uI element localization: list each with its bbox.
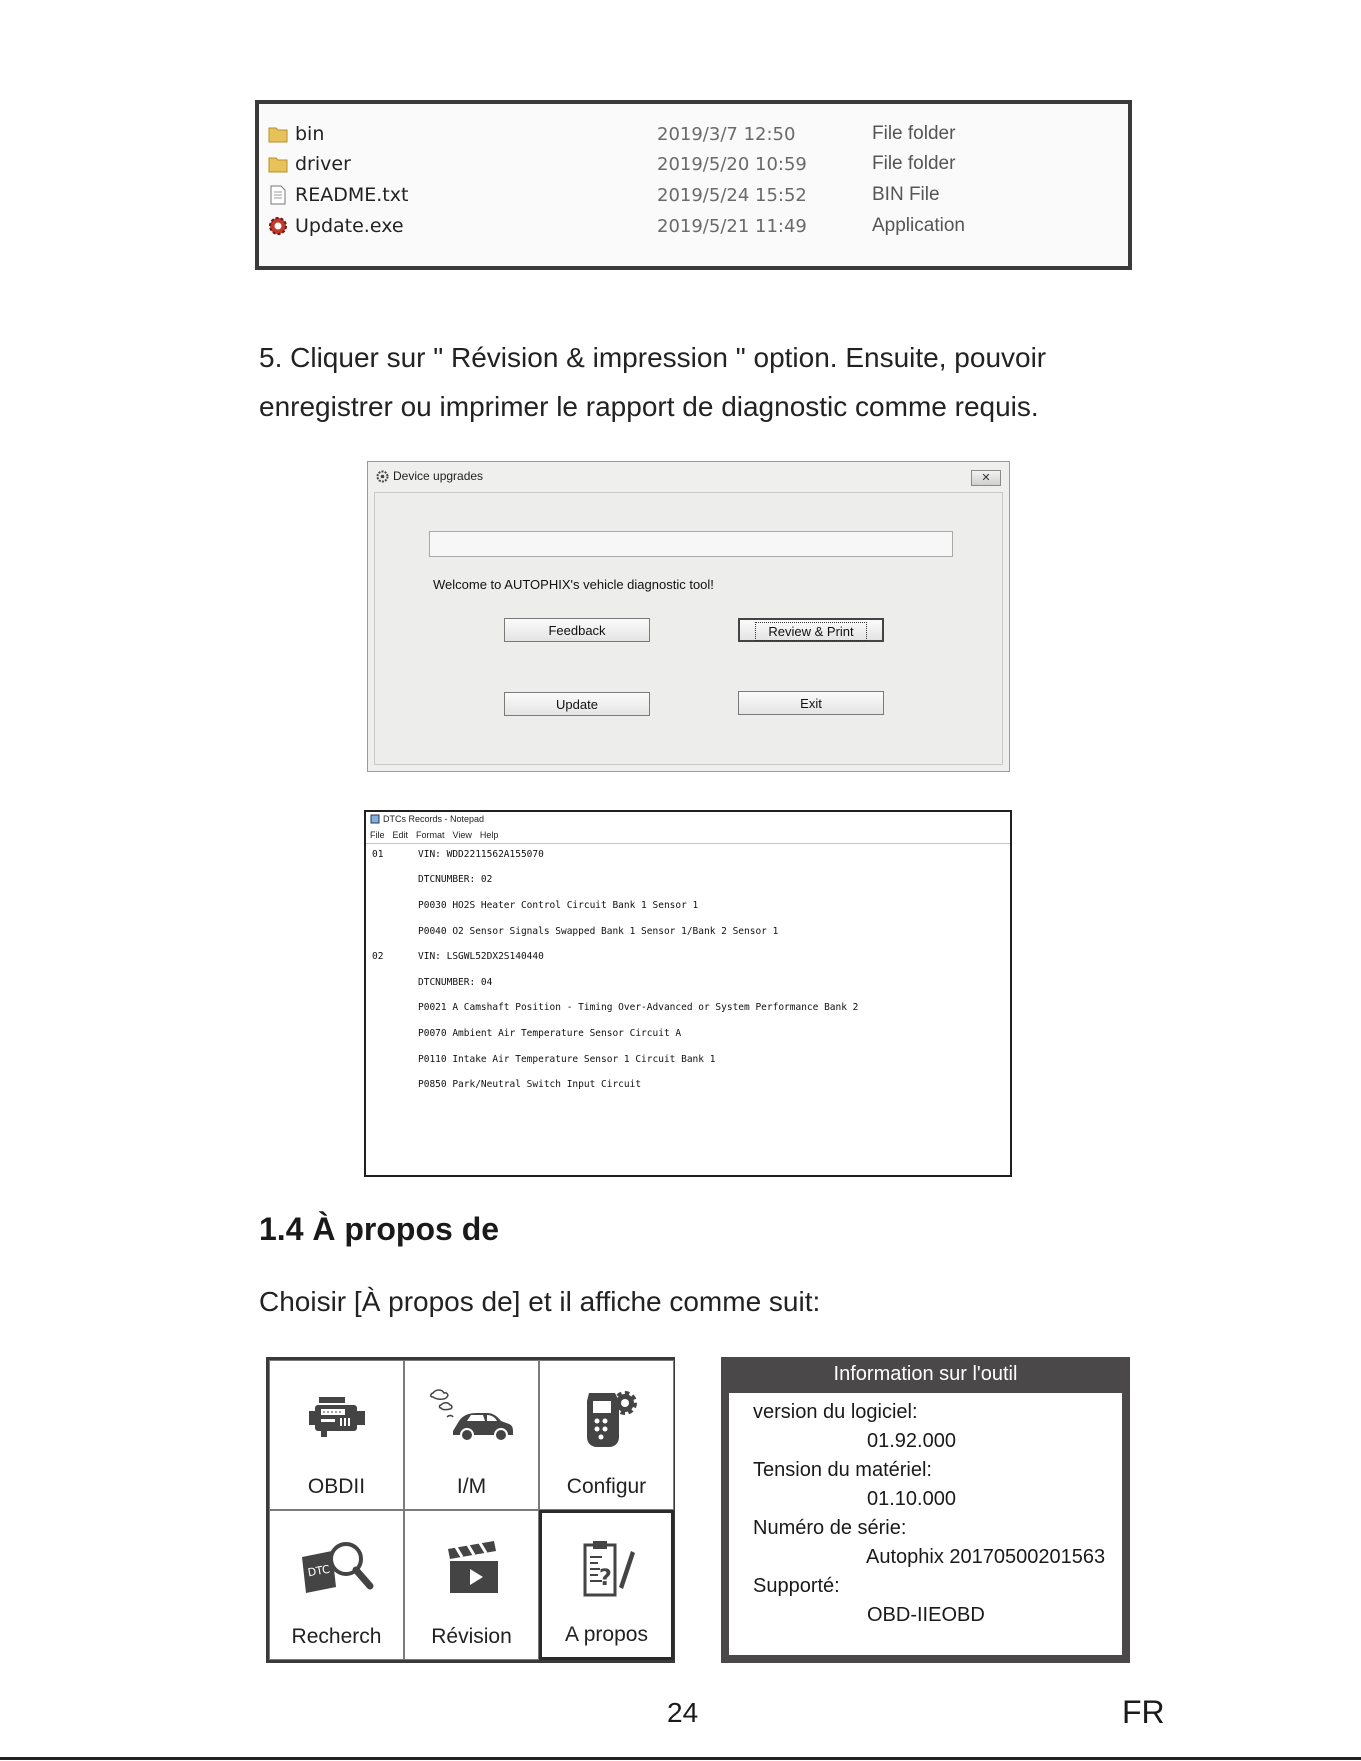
record-index: 01: [372, 849, 384, 860]
car-emission-icon: [427, 1387, 519, 1449]
record-code: P0110 Intake Air Temperature Sensor 1 Circuit Bank 1: [418, 1054, 716, 1065]
folder-icon: [267, 153, 289, 175]
tile-im[interactable]: [404, 1360, 539, 1510]
page-number: 24: [667, 1697, 699, 1728]
engine-icon: [307, 1387, 369, 1449]
menu-divider: [366, 843, 1010, 844]
supported-value: OBD-IIEOBD: [867, 1604, 985, 1626]
menu-view[interactable]: View: [452, 830, 472, 840]
software-version-label: version du logiciel:: [753, 1401, 918, 1423]
folder-icon: [267, 123, 289, 145]
close-button[interactable]: ✕: [971, 470, 1001, 486]
menu-edit[interactable]: Edit: [392, 830, 409, 840]
about-doc-icon: [579, 1539, 641, 1601]
file-type: File folder: [872, 123, 956, 144]
file-date: 2019/5/21 11:49: [657, 215, 807, 237]
info-header: Information sur l'outil: [833, 1363, 1018, 1385]
menu-help[interactable]: Help: [479, 830, 499, 840]
file-row-update[interactable]: [267, 211, 1128, 241]
menu-file[interactable]: File: [370, 830, 385, 840]
svg-text:?: ?: [599, 1566, 612, 1591]
dtc-search-icon: [298, 1537, 376, 1599]
tile-label: Recherch: [291, 1625, 382, 1648]
hardware-version-value: 01.10.000: [867, 1488, 956, 1510]
progress-bar: [429, 531, 953, 557]
file-name: bin: [295, 123, 325, 145]
exit-button[interactable]: Exit: [738, 691, 884, 715]
file-type: Application: [872, 215, 965, 236]
tile-recherch[interactable]: [269, 1510, 404, 1660]
file-name: README.txt: [295, 184, 409, 206]
step5-line1: 5. Cliquer sur " Révision & impression " option. Ensuite, pouvoir: [259, 342, 1047, 373]
tile-revision[interactable]: [404, 1510, 539, 1660]
tile-label: OBDII: [307, 1475, 366, 1498]
tile-obdii[interactable]: [269, 1360, 404, 1510]
file-name: Update.exe: [295, 215, 404, 237]
notepad-title-bar: [370, 814, 484, 824]
section-heading: 1.4 À propos de: [259, 1211, 500, 1247]
section-intro: Choisir [À propos de] et il affiche comme suit:: [259, 1286, 821, 1317]
step5-line2: enregistrer ou imprimer le rapport de diagnostic comme requis.: [259, 391, 1039, 422]
record-dtc-number: DTCNUMBER: 04: [418, 977, 493, 988]
feedback-button[interactable]: Feedback: [504, 618, 650, 642]
record-vin: VIN: WDD2211562A155070: [418, 849, 544, 860]
record-code: P0040 O2 Sensor Signals Swapped Bank 1 Sensor 1/Bank 2 Sensor 1: [418, 926, 779, 937]
file-row-bin[interactable]: [267, 119, 1128, 149]
gear-icon: [376, 470, 389, 483]
update-button[interactable]: Update: [504, 692, 650, 716]
footer-divider: [0, 1757, 1361, 1760]
file-type: File folder: [872, 153, 956, 174]
file-name-cell: [267, 215, 657, 237]
record-vin: VIN: LSGWL52DX2S140440: [418, 951, 544, 962]
serial-number-value: Autophix 20170500201563: [866, 1546, 1106, 1568]
serial-number-label: Numéro de série:: [753, 1517, 907, 1539]
software-version-value: 01.92.000: [867, 1430, 956, 1452]
tile-label: I/M: [456, 1475, 487, 1498]
record-code: P0030 HO2S Heater Control Circuit Bank 1 Sensor 1: [418, 900, 699, 911]
review-print-label: Review & Print: [755, 622, 866, 641]
record-dtc-number: DTCNUMBER: 02: [418, 874, 493, 885]
review-print-button[interactable]: [738, 618, 884, 642]
supported-label: Supporté:: [753, 1575, 840, 1597]
scanner-gear-icon: [577, 1387, 639, 1449]
menu-format[interactable]: Format: [416, 830, 445, 840]
notepad-window: [364, 810, 1012, 1177]
notepad-title: DTCs Records - Notepad: [383, 814, 485, 824]
record-index: 02: [372, 951, 384, 962]
tile-label: Configur: [566, 1475, 647, 1498]
file-name: driver: [295, 153, 351, 175]
file-type: BIN File: [872, 184, 940, 205]
tile-a-propos[interactable]: [539, 1510, 674, 1660]
notepad-menu-bar: [370, 830, 498, 840]
file-date: 2019/5/24 15:52: [657, 184, 807, 206]
dialog-title: Device upgrades: [393, 469, 484, 483]
tool-info-panel: [721, 1357, 1130, 1663]
dialog-title-bar: [376, 469, 483, 483]
tile-label: Révision: [431, 1625, 512, 1648]
file-name-cell: [267, 123, 657, 145]
notepad-icon: [370, 814, 380, 824]
file-name-cell: [267, 153, 657, 175]
device-upgrades-dialog: [367, 461, 1010, 772]
record-code: P0070 Ambient Air Temperature Sensor Circuit A: [418, 1028, 682, 1039]
tile-configur[interactable]: [539, 1360, 674, 1510]
hardware-version-label: Tension du matériel:: [753, 1459, 932, 1481]
main-menu-grid: [266, 1357, 675, 1663]
file-date: 2019/5/20 10:59: [657, 153, 807, 175]
language-code: FR: [1122, 1694, 1165, 1730]
tile-label: A propos: [565, 1623, 648, 1646]
info-body: [729, 1393, 1122, 1655]
gear-app-icon: [267, 215, 289, 237]
text-file-icon: [267, 184, 289, 206]
file-list-panel: [255, 100, 1132, 270]
welcome-text: Welcome to AUTOPHIX's vehicle diagnostic tool!: [433, 577, 714, 592]
file-date: 2019/3/7 12:50: [657, 123, 796, 145]
dialog-content: [374, 492, 1003, 765]
clapperboard-icon: [442, 1537, 504, 1599]
record-code: P0850 Park/Neutral Switch Input Circuit: [418, 1079, 642, 1090]
svg-text:DTC: DTC: [306, 1562, 331, 1580]
file-name-cell: [267, 184, 657, 206]
file-row-readme[interactable]: [267, 180, 1128, 210]
record-code: P0021 A Camshaft Position - Timing Over-Advanced or System Performance Bank 2: [418, 1002, 859, 1013]
file-row-driver[interactable]: [267, 149, 1128, 179]
